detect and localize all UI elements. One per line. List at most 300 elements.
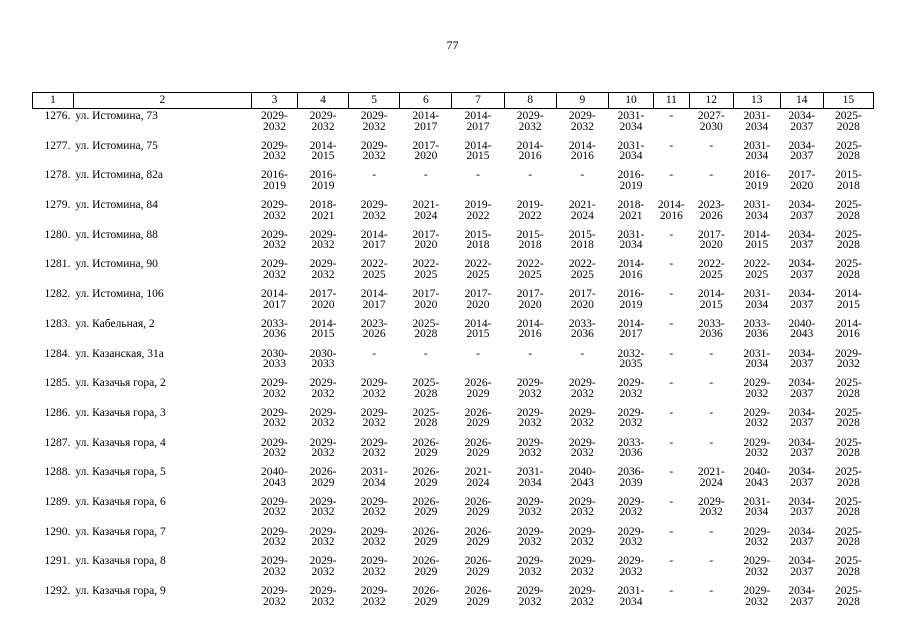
cell-col-3 [251,584,297,614]
period-value: 2029- 2032 [516,110,544,133]
period-value: 2015- 2018 [464,228,492,252]
period-value: 2017- 2020 [568,288,596,311]
column-header-7: 7 [452,93,504,109]
period-value: - [580,347,585,360]
period-value: 2034- 2037 [788,585,816,608]
cell-col-12 [689,228,733,258]
column-header-9: 9 [556,93,608,109]
period-value: 2031- 2034 [743,199,771,222]
period-value: 2029- 2032 [360,406,388,430]
period-value: - [709,555,714,568]
period-value: 2029- 2032 [309,228,337,252]
cell-col-14 [780,168,823,198]
cell-col-11 [653,376,689,406]
column-header-14: 14 [780,93,823,109]
cell-col-5 [349,465,400,495]
period-value: 2014- 2017 [617,317,645,341]
period-value: 2040- 2043 [568,466,596,489]
cell-col-9 [556,287,608,317]
period-value: 2029- 2032 [568,525,596,549]
cell-col-14 [780,347,823,377]
period-value: 2014- 2017 [412,110,440,133]
cell-col-5 [349,554,400,584]
cell-col-12 [689,139,733,169]
period-value: 2029- 2032 [617,495,645,519]
column-header-8: 8 [504,93,556,109]
cell-col-13 [733,554,780,584]
period-value: 2016- 2019 [261,169,288,192]
cell-col-14 [780,554,823,584]
period-value: - [372,169,377,182]
period-value: 2029- 2032 [617,406,645,430]
period-value: 2034- 2037 [788,139,816,163]
period-value: 2025- 2028 [412,377,440,400]
period-value: - [580,169,585,182]
period-value: 2029- 2032 [617,555,645,578]
row-address: ул. Казачья гора, 9 [75,585,166,597]
cell-col-13 [733,317,780,347]
period-value: 2029- 2032 [743,436,771,460]
cell-col-14 [780,317,823,347]
period-value: 2029- 2032 [568,555,596,578]
cell-col-8 [504,525,556,555]
cell-col-13 [733,198,780,228]
period-value: 2031- 2034 [743,139,771,163]
cell-col-5 [349,495,400,525]
cell-col-4 [297,406,348,436]
cell-col-6 [400,495,452,525]
cell-col-11 [653,436,689,466]
table-row [33,198,874,228]
period-value: 2014- 2015 [464,317,492,341]
cell-col-14 [780,228,823,258]
period-value: 2021- 2024 [464,466,492,489]
page-number: 77 [446,38,459,52]
cell-col-15 [823,287,873,317]
cell-col-7 [452,495,504,525]
cell-col-10 [608,584,653,614]
cell-col-7 [452,109,504,139]
period-value: 2025- 2028 [834,585,862,608]
row-number: 1278. [44,169,71,182]
cell-col-9 [556,525,608,555]
cell-col-4 [297,139,348,169]
cell-col-14 [780,436,823,466]
row-address: ул. Истомина, 106 [75,288,164,301]
period-value: 2034- 2037 [788,406,816,430]
cell-col-8 [504,584,556,614]
table-row [33,554,874,584]
cell-col-9 [556,495,608,525]
period-value: 2025- 2028 [834,495,862,519]
cell-col-15 [823,436,873,466]
cell-col-4 [297,317,348,347]
cell-col-9 [556,406,608,436]
cell-col-10 [608,554,653,584]
period-value: - [528,347,533,360]
table-row [33,228,874,258]
cell-col-3 [251,257,297,287]
period-value: 2029- 2032 [516,525,544,549]
cell-col-5 [349,584,400,614]
row-address: ул. Истомина, 75 [75,139,158,152]
period-value: 2016- 2019 [617,169,645,192]
period-value: - [709,525,714,538]
cell-col-5 [349,198,400,228]
cell-col-3 [251,168,297,198]
cell-col-12 [689,554,733,584]
period-value: 2029- 2032 [743,525,771,549]
cell-col-5 [349,406,400,436]
cell-col-6 [400,406,452,436]
row-address: ул. Казачья гора, 3 [75,406,166,419]
cell-col-7 [452,436,504,466]
cell-col-11 [653,465,689,495]
period-value: 2025- 2028 [834,258,862,281]
period-value: 2033- 2036 [617,436,645,460]
cell-col-7 [452,257,504,287]
cell-col-14 [780,525,823,555]
cell-col-11 [653,287,689,317]
period-value: 2025- 2028 [834,436,862,460]
period-value: 2014- 2017 [360,288,388,311]
column-header-12: 12 [689,93,733,109]
cell-col-4 [297,376,348,406]
period-value: 2040- 2043 [261,466,288,489]
table-row [33,347,874,377]
cell-col-6 [400,584,452,614]
cell-col-10 [608,406,653,436]
cell-col-6 [400,198,452,228]
period-value: 2029- 2032 [834,347,862,370]
cell-col-12 [689,287,733,317]
cell-col-14 [780,198,823,228]
row-number: 1290. [44,525,71,538]
period-value: 2029- 2032 [743,406,771,430]
cell-col-8 [504,376,556,406]
period-value: 2025- 2028 [412,406,440,430]
cell-col-5 [349,109,400,139]
period-value: - [669,317,674,330]
cell-col-6 [400,257,452,287]
period-value: - [669,436,674,449]
cell-col-7 [452,584,504,614]
period-value: - [669,466,674,479]
period-value: 2026- 2029 [412,585,440,608]
cell-col-9 [556,554,608,584]
period-value: 2033- 2036 [697,317,725,341]
period-value: 2034- 2037 [788,228,816,252]
cell-col-4 [297,287,348,317]
period-value: 2034- 2037 [788,199,816,222]
period-value: 2034- 2037 [788,525,816,549]
cell-col-10 [608,347,653,377]
period-value: 2029- 2032 [360,110,388,133]
row-number: 1282. [44,288,71,301]
table-row [33,406,874,436]
cell-col-12 [689,525,733,555]
cell-col-7 [452,139,504,169]
period-value: 2022- 2025 [412,258,440,281]
row-number: 1288. [44,466,71,479]
period-value: 2014- 2015 [743,228,771,252]
cell-col-15 [823,139,873,169]
period-value: 2033- 2036 [568,317,596,341]
period-value: 2018- 2021 [617,199,645,222]
cell-col-10 [608,376,653,406]
cell-col-9 [556,317,608,347]
period-value: 2026- 2029 [464,406,492,430]
period-value: 2014- 2016 [657,199,685,222]
row-number: 1283. [44,317,71,330]
cell-col-7 [452,228,504,258]
table-row [33,257,874,287]
period-value: 2029- 2032 [516,436,544,460]
cell-col-13 [733,257,780,287]
cell-col-4 [297,525,348,555]
cell-col-11 [653,406,689,436]
row-address: ул. Казачья гора, 2 [75,377,166,390]
cell-col-6 [400,168,452,198]
period-value: 2029- 2032 [743,555,771,578]
period-value: 2014- 2015 [464,139,492,163]
period-value: - [476,169,480,182]
cell-col-14 [780,495,823,525]
cell-col-5 [349,317,400,347]
period-value: 2040- 2043 [743,466,771,489]
row-address: ул. Истомина, 82а [75,169,164,182]
cell-col-7 [452,525,504,555]
cell-col-12 [689,495,733,525]
period-value: 2017- 2020 [516,288,544,311]
period-value: 2029- 2032 [360,436,388,460]
cell-col-10 [608,228,653,258]
cell-col-13 [733,406,780,436]
period-value: 2025- 2028 [834,555,862,578]
period-value: 2029- 2032 [309,377,337,400]
period-value: 2014- 2015 [309,317,337,341]
period-value: 2029- 2032 [568,436,596,460]
period-value: 2014- 2016 [516,139,544,163]
period-value: 2029- 2032 [309,436,337,460]
period-value: 2029- 2032 [360,139,388,163]
cell-col-15 [823,554,873,584]
period-value: - [669,347,674,360]
period-value: 2029- 2032 [743,377,771,400]
cell-col-15 [823,525,873,555]
row-number: 1284. [44,347,71,360]
column-header-11: 11 [653,93,689,109]
row-number: 1292. [44,585,71,597]
cell-col-7 [452,465,504,495]
period-value: 2030- 2033 [309,347,337,370]
period-value: 2014- 2017 [261,288,288,311]
period-value: 2026- 2029 [412,555,440,578]
cell-col-7 [452,554,504,584]
cell-col-10 [608,495,653,525]
period-value: 2034- 2037 [788,377,816,400]
cell-col-4 [297,436,348,466]
table-row [33,287,874,317]
cell-col-12 [689,406,733,436]
period-value: 2029- 2032 [568,110,596,133]
cell-col-9 [556,168,608,198]
period-value: 2029- 2032 [743,585,771,608]
cell-col-15 [823,465,873,495]
column-header-2: 2 [73,93,251,109]
cell-col-9 [556,109,608,139]
row-address: ул. Казанская, 31а [75,347,164,360]
period-value: 2029- 2032 [568,406,596,430]
cell-col-5 [349,376,400,406]
cell-col-9 [556,228,608,258]
cell-col-8 [504,198,556,228]
period-value: 2029- 2032 [261,139,288,163]
period-value: 2022- 2025 [743,258,771,281]
period-value: 2014- 2016 [617,258,645,281]
cell-col-6 [400,109,452,139]
period-value: 2032- 2035 [617,347,645,370]
cell-col-10 [608,168,653,198]
period-value: 2023- 2026 [360,317,388,341]
period-value: 2026- 2029 [464,436,492,460]
cell-col-11 [653,554,689,584]
period-value: 2014- 2016 [834,317,862,341]
period-value: 2026- 2029 [464,525,492,549]
cell-col-11 [653,257,689,287]
period-value: 2019- 2022 [464,199,492,222]
column-header-15: 15 [823,93,873,109]
period-value: 2016- 2019 [617,288,645,311]
cell-col-6 [400,376,452,406]
period-value: 2029- 2032 [309,555,337,578]
cell-col-7 [452,406,504,436]
cell-col-11 [653,228,689,258]
period-value: 2031- 2034 [743,110,771,133]
cell-col-11 [653,168,689,198]
table-row [33,168,874,198]
period-value: 2029- 2032 [261,585,288,608]
period-value: 2029- 2032 [261,406,288,430]
cell-col-14 [780,139,823,169]
period-value: 2031- 2034 [516,466,544,489]
cell-col-5 [349,139,400,169]
row-number: 1291. [44,555,71,568]
cell-col-4 [297,109,348,139]
cell-col-4 [297,495,348,525]
period-value: 2026- 2029 [412,525,440,549]
cell-col-5 [349,287,400,317]
cell-col-3 [251,198,297,228]
period-value: 2025- 2028 [834,377,862,400]
period-value: 2030- 2033 [261,347,288,370]
period-value: 2029- 2032 [309,525,337,549]
cell-col-4 [297,465,348,495]
period-value: 2029- 2032 [617,525,645,549]
row-address: ул. Истомина, 88 [75,228,158,241]
cell-col-9 [556,347,608,377]
period-value: 2029- 2032 [360,555,388,578]
cell-col-8 [504,109,556,139]
row-number: 1286. [44,406,71,419]
cell-col-4 [297,554,348,584]
cell-col-9 [556,436,608,466]
cell-col-5 [349,257,400,287]
table-body [33,109,874,614]
cell-col-13 [733,287,780,317]
period-value: 2025- 2028 [834,110,862,133]
period-value: 2017- 2020 [697,228,725,252]
period-value: - [423,347,428,360]
table-row [33,376,874,406]
period-value: 2017- 2020 [412,228,440,252]
row-number: 1276. [44,110,71,122]
cell-col-11 [653,584,689,614]
period-value: 2026- 2029 [464,555,492,578]
cell-col-13 [733,347,780,377]
period-value: 2033- 2036 [743,317,771,341]
cell-col-14 [780,109,823,139]
period-value: 2034- 2037 [788,436,816,460]
period-value: 2022- 2025 [697,258,725,281]
cell-col-12 [689,376,733,406]
cell-col-12 [689,198,733,228]
period-value: 2014- 2016 [516,317,544,341]
table-row [33,584,874,614]
cell-col-10 [608,317,653,347]
cell-col-13 [733,376,780,406]
period-value: 2029- 2032 [360,377,388,400]
cell-col-8 [504,287,556,317]
cell-col-15 [823,109,873,139]
cell-col-11 [653,317,689,347]
cell-col-9 [556,198,608,228]
period-value: 2025- 2028 [834,199,862,222]
cell-col-9 [556,584,608,614]
row-number: 1281. [44,258,71,271]
cell-col-12 [689,436,733,466]
cell-col-14 [780,406,823,436]
cell-col-6 [400,525,452,555]
period-value: - [709,406,714,419]
column-header-3: 3 [251,93,297,109]
period-value: - [709,139,714,152]
column-header-6: 6 [400,93,452,109]
period-value: 2029- 2032 [516,555,544,578]
cell-col-4 [297,168,348,198]
period-value: 2019- 2022 [516,199,544,222]
cell-col-4 [297,228,348,258]
period-value: 2021- 2024 [568,199,596,222]
period-value: - [476,347,480,360]
cell-col-13 [733,436,780,466]
period-value: 2029- 2032 [568,495,596,519]
period-value: 2017- 2020 [464,288,492,311]
period-value: 2014- 2015 [697,288,725,311]
cell-col-11 [653,495,689,525]
cell-col-3 [251,347,297,377]
period-value: 2029- 2032 [261,110,288,133]
cell-col-6 [400,436,452,466]
period-value: 2014- 2015 [834,288,862,311]
period-value: - [709,436,714,449]
cell-col-5 [349,436,400,466]
cell-col-6 [400,554,452,584]
cell-col-11 [653,109,689,139]
cell-col-8 [504,436,556,466]
table-row [33,495,874,525]
cell-col-3 [251,139,297,169]
